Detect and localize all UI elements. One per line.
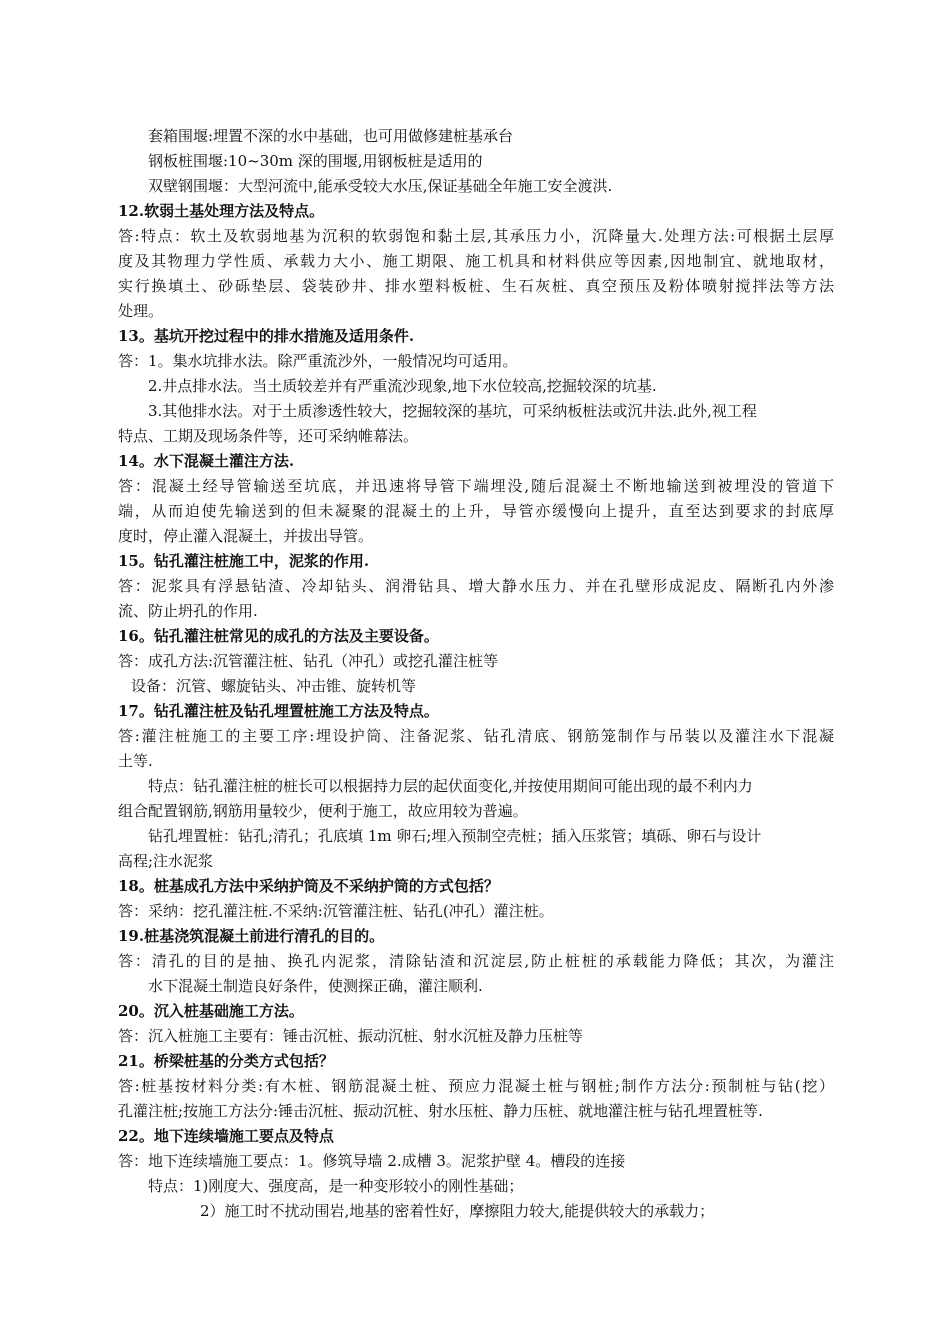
question-heading: 14。水下混凝土灌注方法. <box>118 452 295 470</box>
answer-line: 钻孔埋置桩：钻孔;清孔；孔底填 1m 卵石;埋入预制空壳桩；插入压浆管；填砾、卵石与设计 <box>148 827 762 845</box>
answer-line: 组合配置钢筋,钢筋用量较少，便利于施工，故应用较为普遍。 <box>118 802 528 820</box>
question-heading: 18。桩基成孔方法中采纳护筒及不采纳护筒的方式包括？ <box>118 877 499 895</box>
answer-line: 答：沉入桩施工主要有：锤击沉桩、振动沉桩、射水沉桩及静力压桩等 <box>118 1027 584 1045</box>
answer-line: 答:灌注桩施工的主要工序:埋设护筒、注备泥浆、钻孔清底、钢筋笼制作与吊装以及灌注水下混凝 <box>118 727 834 745</box>
text-line: 钢板桩围堰:10~30m 深的围堰,用钢板桩是适用的 <box>148 152 483 170</box>
answer-line: 高程;注水泥浆 <box>118 852 214 870</box>
answer-line: 实行换填土、砂砾垫层、袋装砂井、排水塑料板桩、生石灰桩、真空预压及粉体喷射搅拌法等方法 <box>118 277 834 295</box>
answer-line: 端，从而迫使先输送到的但未凝聚的混凝土的上升，导管亦缓慢向上提升，直至达到要求的封底厚 <box>118 502 834 520</box>
question-heading: 22。地下连续墙施工要点及特点 <box>118 1127 334 1145</box>
question-heading: 17。钻孔灌注桩及钻孔埋置桩施工方法及特点。 <box>118 702 439 720</box>
answer-line: 2.井点排水法。当土质较差并有严重流沙现象,地下水位较高,挖掘较深的坑基. <box>148 377 657 395</box>
question-heading: 15。钻孔灌注桩施工中，泥浆的作用. <box>118 552 370 570</box>
answer-line: 答:桩基按材料分类:有木桩、钢筋混凝土桩、预应力混凝土桩与钢桩;制作方法分:预制桩与钻(挖） <box>118 1077 834 1095</box>
answer-line: 答：清孔的目的是抽、换孔内泥浆，清除钻渣和沉淀层,防止桩桩的承载能力降低；其次，为灌注 <box>118 952 834 970</box>
answer-line: 答：地下连续墙施工要点：1。修筑导墙 2.成槽 3。泥浆护壁 4。槽段的连接 <box>118 1152 626 1170</box>
question-heading: 16。钻孔灌注桩常见的成孔的方法及主要设备。 <box>118 627 439 645</box>
answer-line: 流、防止坍孔的作用. <box>118 602 258 620</box>
answer-line: 度时，停止灌入混凝土，并拔出导管。 <box>118 527 374 545</box>
question-heading: 19.桩基浇筑混凝土前进行清孔的目的。 <box>118 927 385 945</box>
answer-line: 答：1。集水坑排水法。除严重流沙外，一般情况均可适用。 <box>118 352 518 370</box>
answer-line: 土等. <box>118 752 153 770</box>
answer-line: 答：泥浆具有浮悬钻渣、冷却钻头、润滑钻具、增大静水压力、并在孔壁形成泥皮、隔断孔内外渗 <box>118 577 834 595</box>
answer-line: 特点：钻孔灌注桩的桩长可以根据持力层的起伏面变化,并按使用期间可能出现的最不利内力 <box>148 777 753 795</box>
answer-line: 2）施工时不扰动围岩,地基的密着性好，摩擦阻力较大,能提供较大的承载力； <box>200 1202 715 1220</box>
answer-line: 特点、工期及现场条件等，还可采纳帷幕法。 <box>118 427 419 445</box>
question-heading: 13。基坑开挖过程中的排水措施及适用条件. <box>118 327 415 345</box>
answer-line: 度及其物理力学性质、承载力大小、施工期限、施工机具和材料供应等因素,因地制宜、就地取材， <box>118 252 834 270</box>
answer-line: 水下混凝土制造良好条件，使测探正确，灌注顺利. <box>148 977 483 995</box>
answer-line: 答:特点：软土及软弱地基为沉积的软弱饱和黏土层,其承压力小，沉降量大.处理方法:可根据土层厚 <box>118 227 834 245</box>
answer-line: 孔灌注桩;按施工方法分:锤击沉桩、振动沉桩、射水压桩、静力压桩、就地灌注桩与钻孔埋置桩等. <box>118 1102 763 1120</box>
answer-line: 设备：沉管、螺旋钻头、冲击锥、旋转机等 <box>131 677 417 695</box>
question-heading: 12.软弱土基处理方法及特点。 <box>118 202 325 220</box>
answer-line: 3.其他排水法。对于土质渗透性较大，挖掘较深的基坑，可采纳板桩法或沉井法.此外,视工程 <box>148 402 757 420</box>
answer-line: 答：采纳：挖孔灌注桩.不采纳:沉管灌注桩、钻孔(冲孔）灌注桩。 <box>118 902 554 920</box>
question-heading: 21。桥梁桩基的分类方式包括？ <box>118 1052 334 1070</box>
answer-line: 答：成孔方法:沉管灌注桩、钻孔（冲孔）或挖孔灌注桩等 <box>118 652 499 670</box>
text-line: 套箱围堰:埋置不深的水中基础，也可用做修建桩基承台 <box>148 127 514 145</box>
text-line: 双壁钢围堰：大型河流中,能承受较大水压,保证基础全年施工安全渡洪. <box>148 177 613 195</box>
answer-line: 特点：1)刚度大、强度高，是一种变形较小的刚性基础； <box>148 1177 524 1195</box>
answer-line: 答：混凝土经导管输送至坑底，并迅速将导管下端埋没,随后混凝土不断地输送到被埋没的管道下 <box>118 477 834 495</box>
answer-line: 处理。 <box>118 302 164 320</box>
question-heading: 20。沉入桩基础施工方法。 <box>118 1002 304 1020</box>
